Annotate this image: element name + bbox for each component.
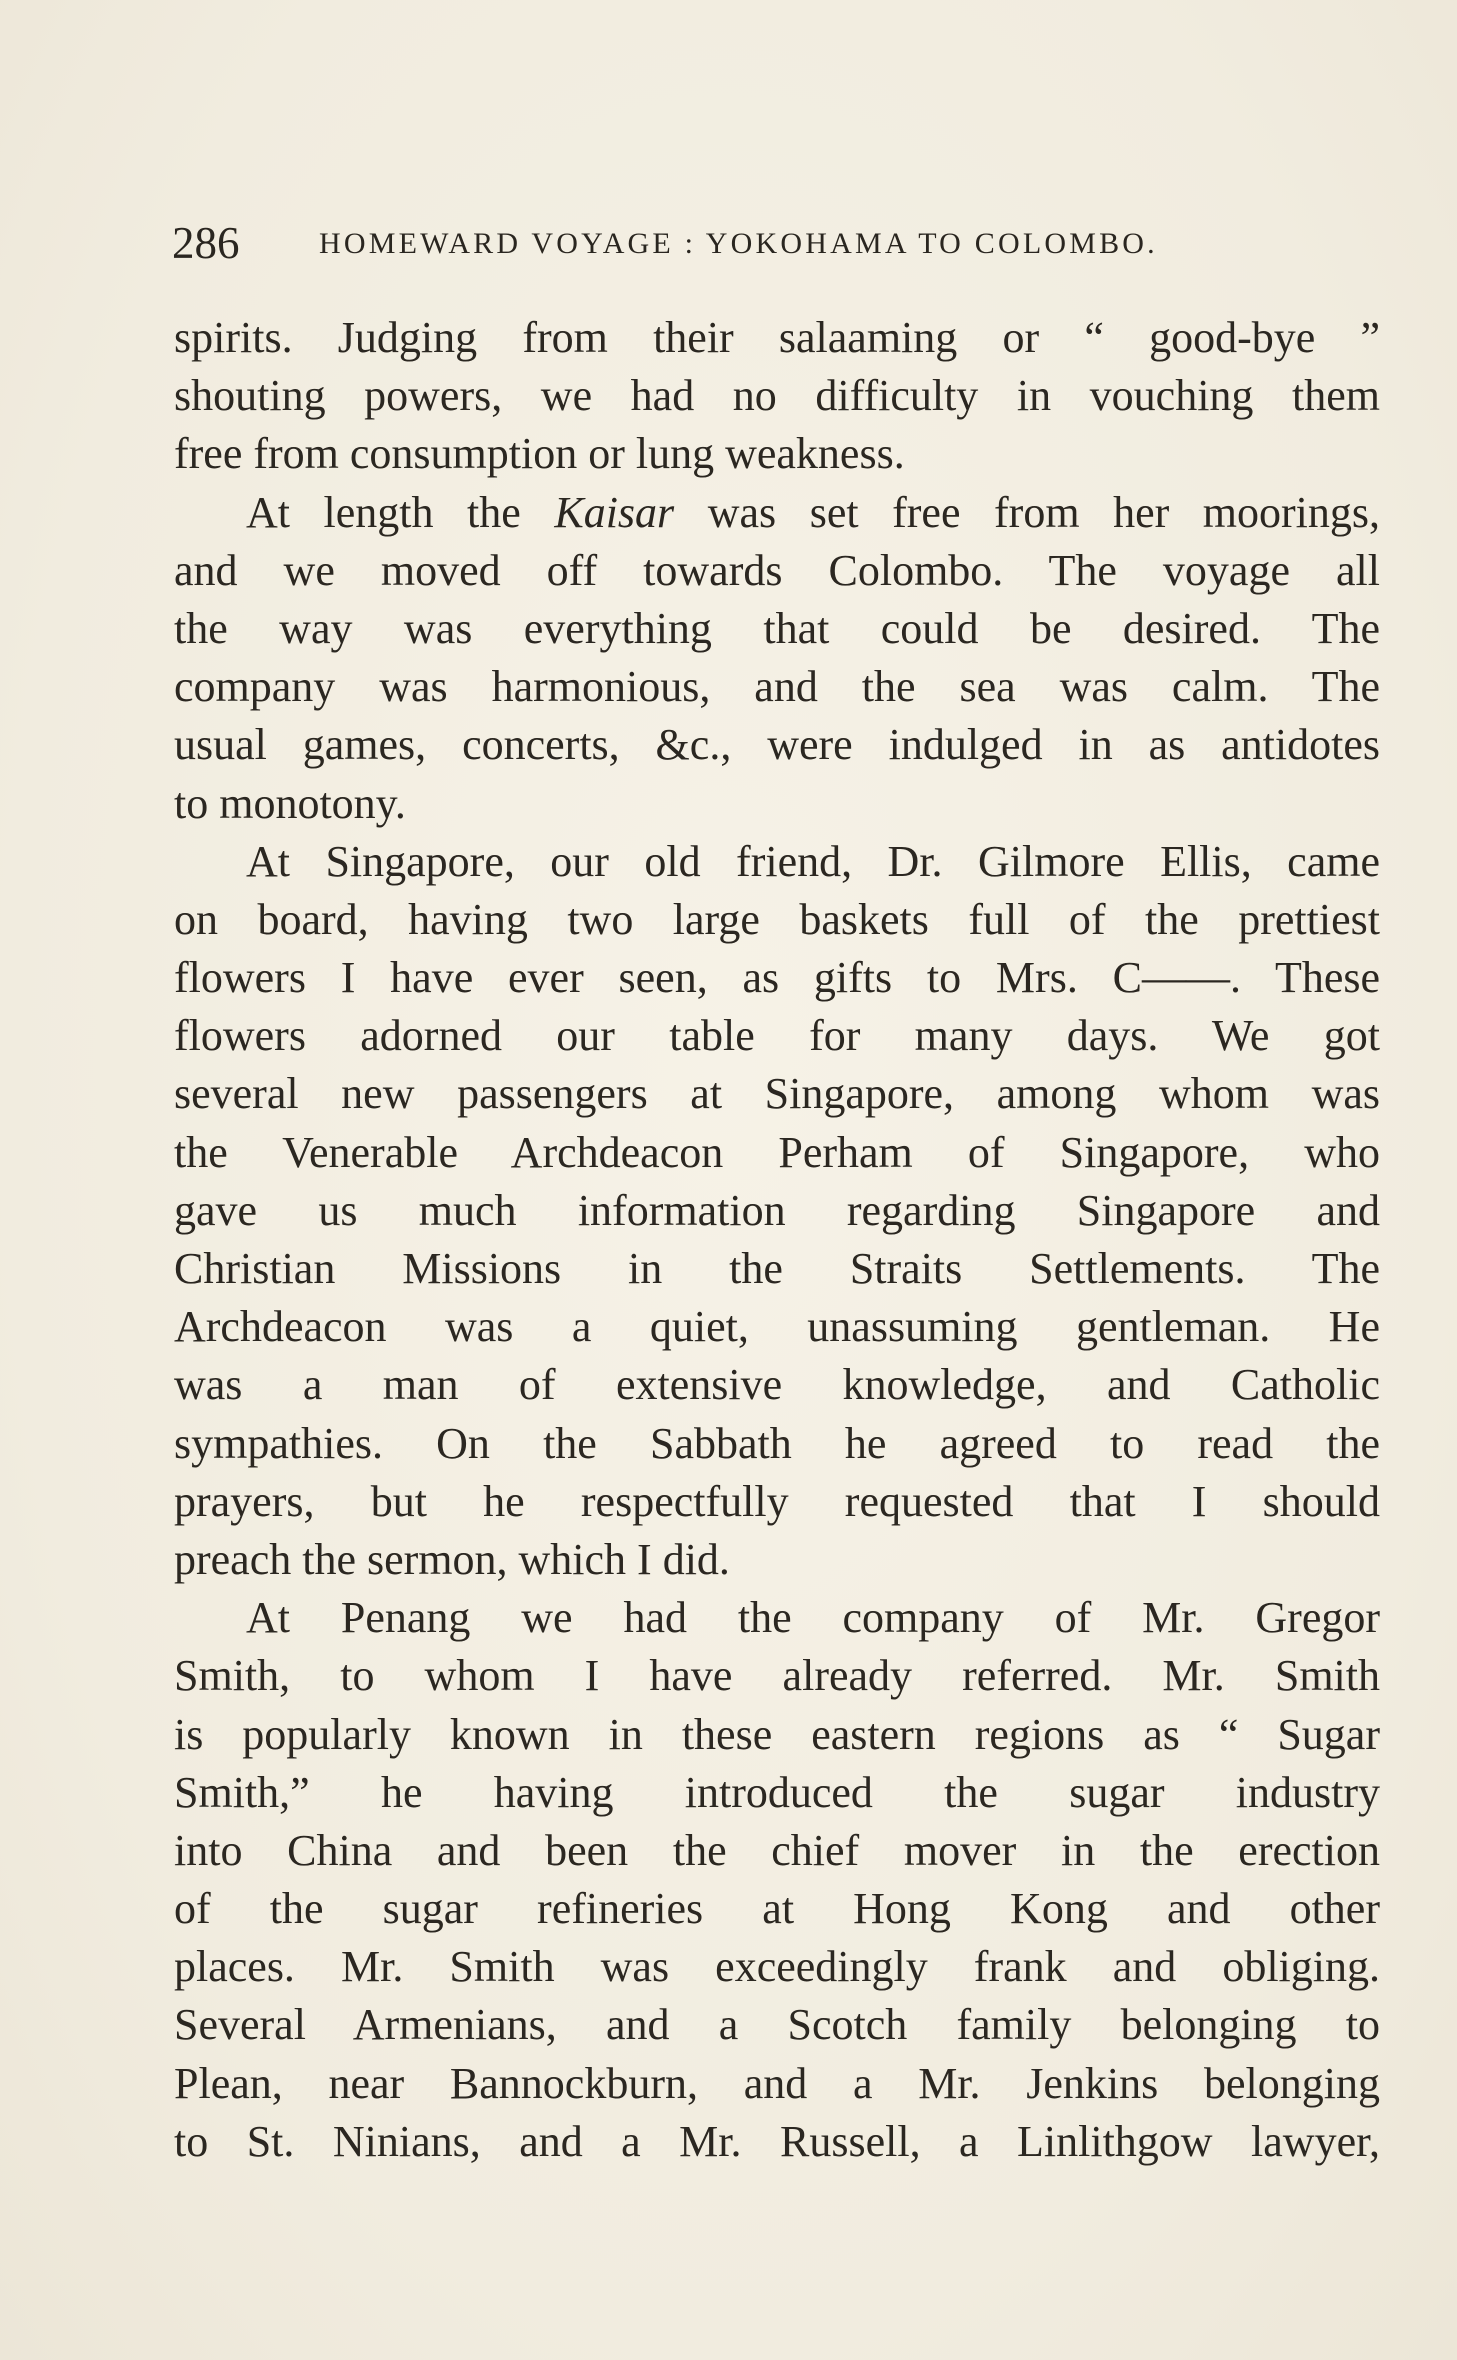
- text-line: on board, having two large baskets full of the prettiest: [174, 894, 1380, 944]
- body-text: [174, 309, 1380, 2171]
- text-line: to St. Ninians, and a Mr. Russell, a Linlithgow lawyer,: [174, 2116, 1380, 2166]
- text-line: and we moved off towards Colombo. The voyage all: [174, 545, 1380, 595]
- text-line: several new passengers at Singapore, among whom was: [174, 1069, 1380, 1119]
- text-line: places. Mr. Smith was exceedingly frank and obliging.: [174, 1942, 1380, 1992]
- text-line: of the sugar refineries at Hong Kong and other: [174, 1884, 1380, 1934]
- text-line: preach the sermon, which I did.: [174, 1534, 730, 1584]
- text-line: flowers I have ever seen, as gifts to Mrs. C——. These: [174, 953, 1380, 1003]
- text-line: prayers, but he respectfully requested that I should: [174, 1476, 1380, 1526]
- text-line: spirits. Judging from their salaaming or “ good-bye ”: [174, 313, 1380, 362]
- text-line: into China and been the chief mover in the erection: [174, 1825, 1380, 1875]
- ship-name: Kaisar: [554, 487, 675, 537]
- text-line: company was harmonious, and the sea was calm. The: [174, 662, 1380, 712]
- text-line: sympathies. On the Sabbath he agreed to read the: [174, 1418, 1380, 1468]
- text-line: Several Armenians, and a Scotch family belonging to: [174, 2000, 1380, 2050]
- text-line: was a man of extensive knowledge, and Catholic: [174, 1360, 1380, 1410]
- text-line: Christian Missions in the Straits Settlements. The: [174, 1244, 1380, 1293]
- text-line: Smith,” he having introduced the sugar industry: [174, 1767, 1380, 1817]
- page-header: [172, 218, 1382, 268]
- text-line: Smith, to whom I have already referred. Mr. Smith: [174, 1651, 1380, 1701]
- text-line: usual games, concerts, &c., were indulged in as antidotes: [174, 720, 1380, 770]
- text-segment: was set free from her moorings,: [707, 487, 1381, 537]
- text-line: flowers adorned our table for many days. We got: [174, 1011, 1380, 1061]
- text-line: is popularly known in these eastern regions as “ Sugar: [174, 1709, 1380, 1759]
- text-line: gave us much information regarding Singapore and: [174, 1185, 1380, 1235]
- text-line: At Penang we had the company of Mr. Gregor: [246, 1593, 1380, 1643]
- text-line: the way was everything that could be desired. The: [174, 603, 1380, 653]
- text-line: to monotony.: [174, 778, 406, 828]
- text-line: free from consumption or lung weakness.: [174, 429, 905, 479]
- text-line: shouting powers, we had no difficulty in vouching them: [174, 371, 1380, 421]
- text-line: Plean, near Bannockburn, and a Mr. Jenkins belonging: [174, 2058, 1380, 2108]
- text-line: [174, 484, 1380, 542]
- page-number: 286: [172, 218, 240, 268]
- running-title: HOMEWARD VOYAGE : YOKOHAMA TO COLOMBO.: [319, 227, 1158, 260]
- text-line: Archdeacon was a quiet, unassuming gentleman. He: [174, 1302, 1380, 1352]
- text-line: the Venerable Archdeacon Perham of Singapore, who: [174, 1127, 1380, 1177]
- text-line: At Singapore, our old friend, Dr. Gilmore Ellis, came: [246, 836, 1380, 886]
- text-segment: At length the: [246, 487, 521, 537]
